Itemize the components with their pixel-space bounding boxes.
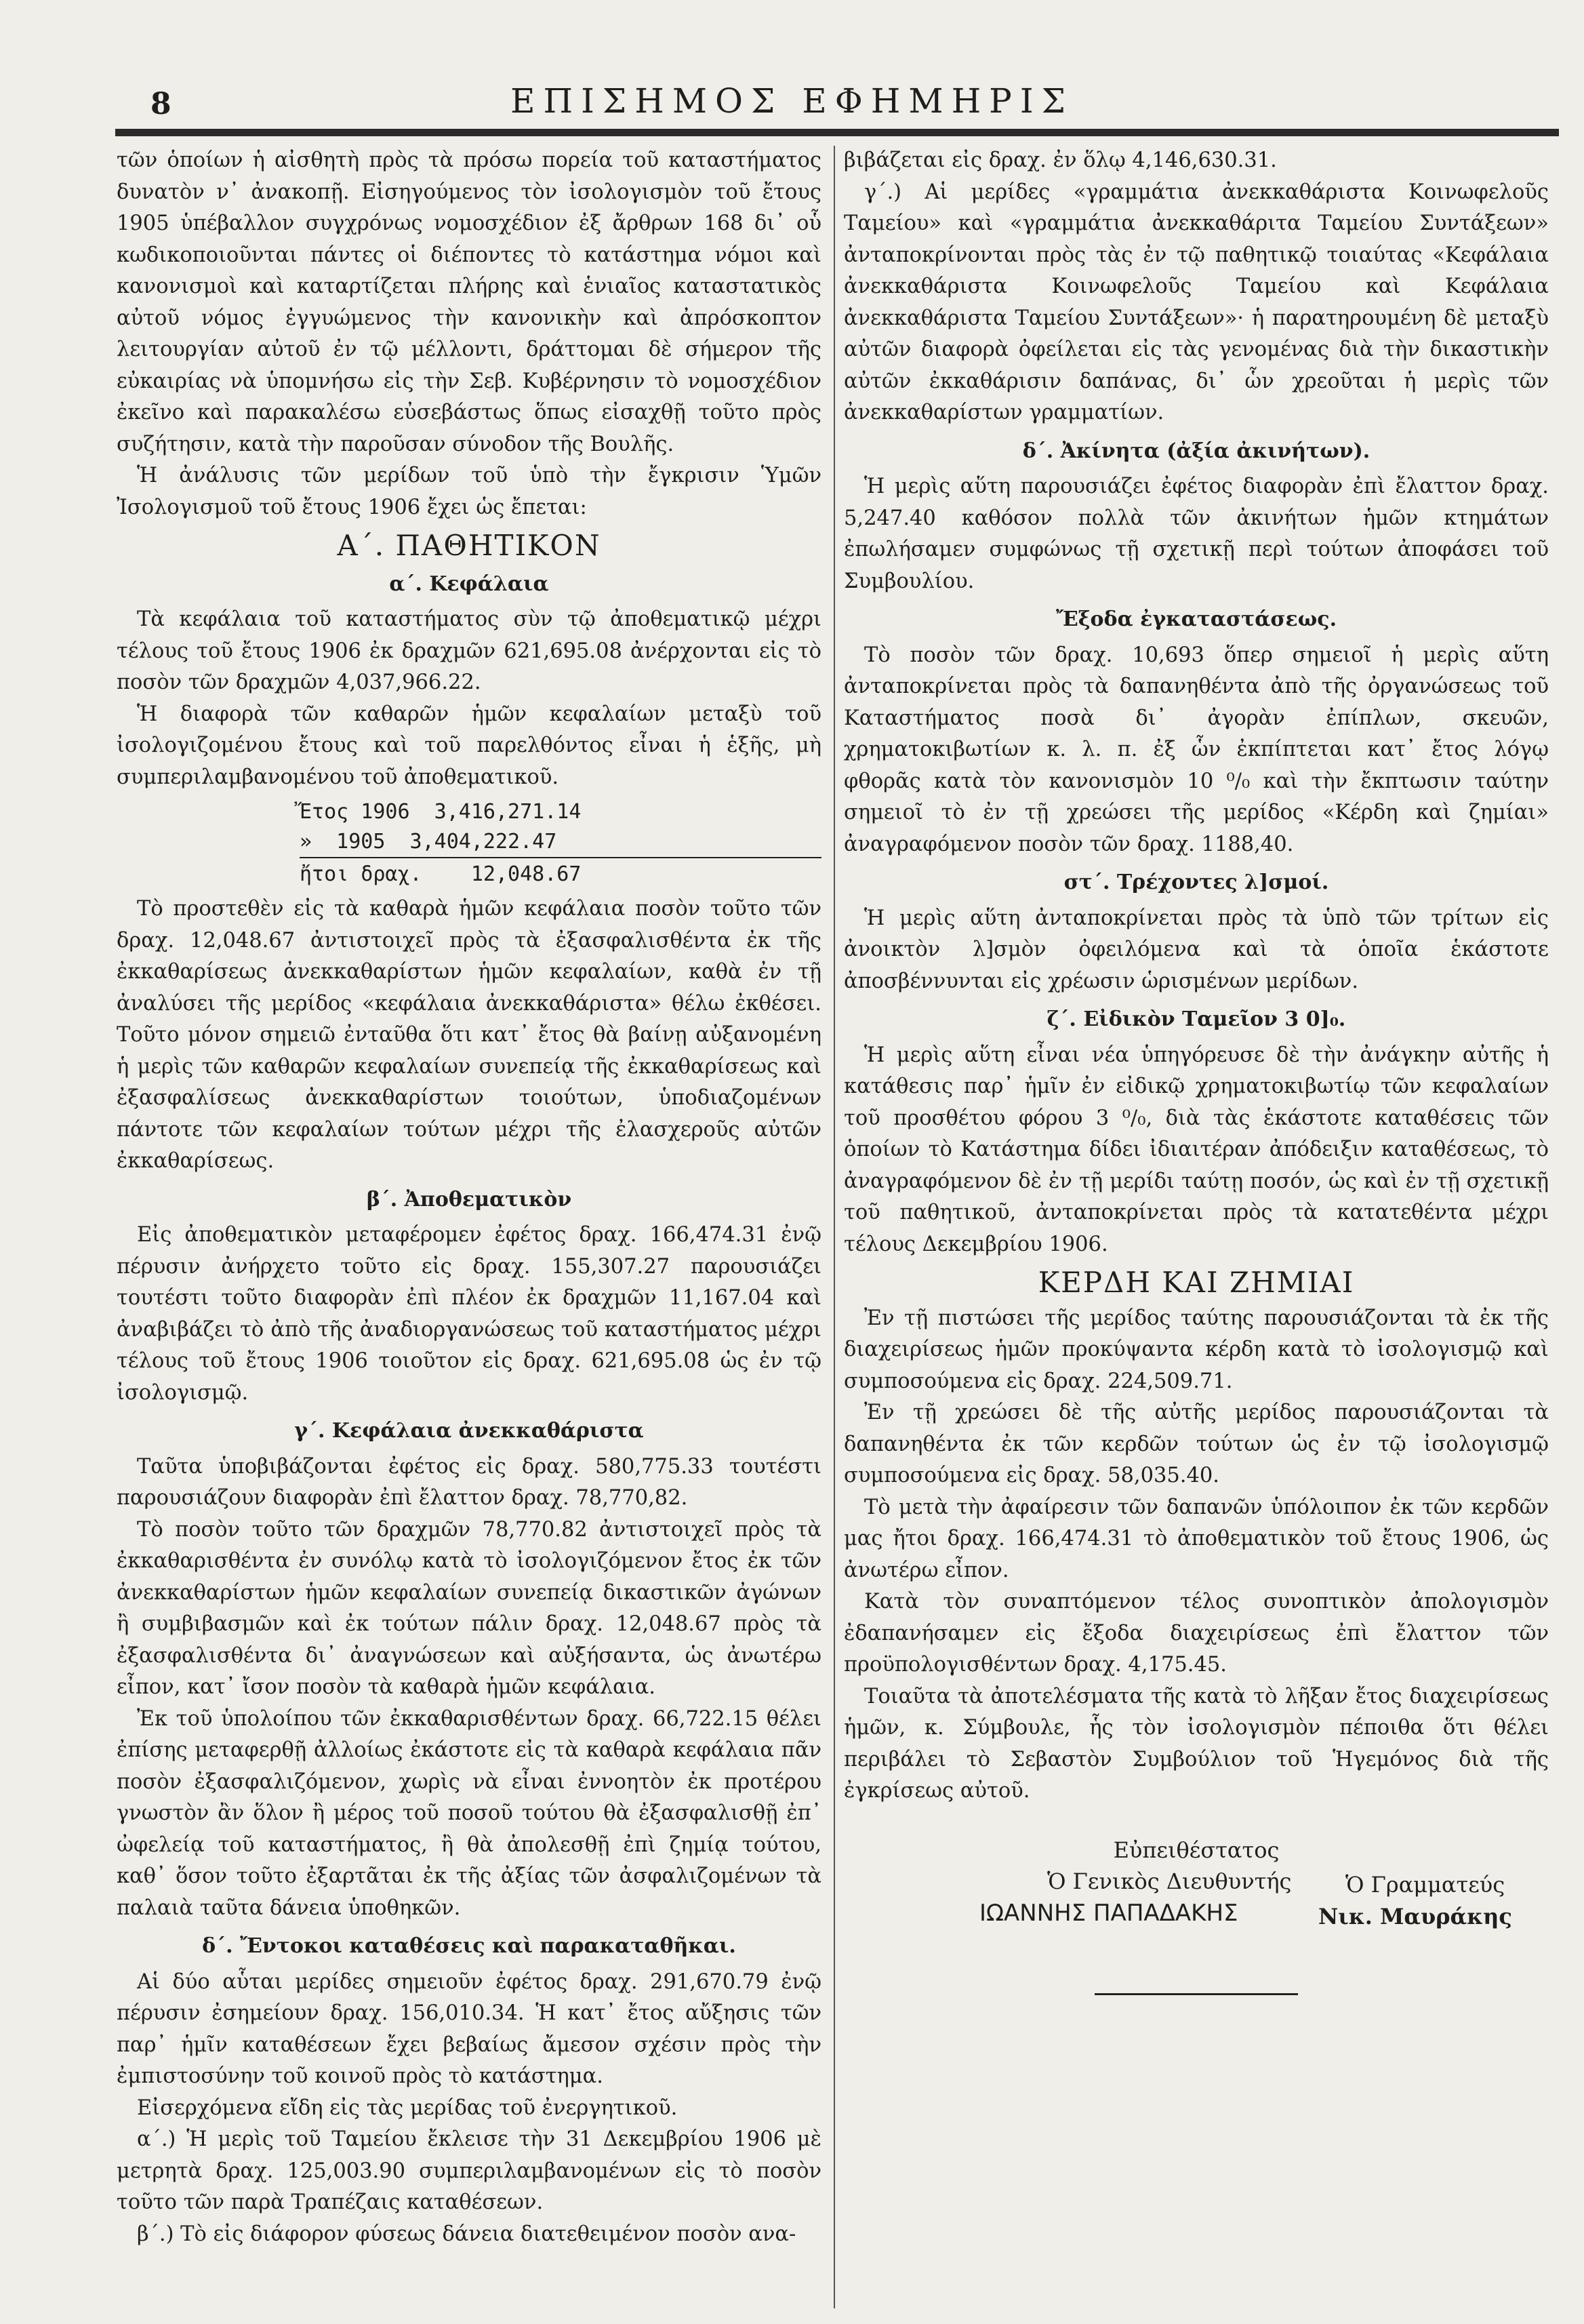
paragraph: Κατὰ τὸν συναπτόμενον τέλος συνοπτικὸν ἀπολογισμὸν ἐδαπανήσαμεν εἰς ἔξοδα διαχειρίσεως ἐπὶ ἔλαττον τῶν προϋπολογισθέντων δραχ. 4,175.45. bbox=[844, 1590, 1549, 1677]
column-separator bbox=[834, 146, 835, 2308]
secretary-title: Ὁ Γραμματεύς bbox=[1345, 1872, 1505, 1898]
director-name: ΙΩΑΝΝΗΣ ΠΑΠΑΔΑΚΗΣ bbox=[979, 1899, 1238, 1927]
page-number: 8 bbox=[150, 87, 171, 121]
closing-rule bbox=[1095, 1993, 1298, 1995]
top-rule bbox=[115, 129, 1559, 136]
right-column bbox=[844, 145, 1549, 1995]
subheading-current-accounts: στ΄. Τρέχοντες λ]σμοί. bbox=[1063, 870, 1329, 894]
paragraph: Εἰς ἀποθεματικὸν μεταφέρομεν ἐφέτος δραχ. 166,474.31 ἐνῷ πέρυσιν ἀνήρχετο τοῦτο εἰς δραχ. 155,307.27 παρουσιάζει τουτέστι τοῦτο διαφορὰν ἐπὶ πλέον ἐκ δραχμῶν 11,167.04 καὶ ἀναβιβάζει τὸ ἀπὸ τῆς ἀναδιοργανώσεως τοῦ καταστήματος μέχρι τέλους τοῦ ἔτους 1906 τοιοῦτον εἰς δραχ. 621,695.08 ὡς ἐν τῷ ἰσολογισμῷ. bbox=[117, 1223, 821, 1405]
paragraph: Τὸ ποσὸν τῶν δραχ. 10,693 ὅπερ σημειοῖ ἡ μερὶς αὕτη ἀνταποκρίνεται πρὸς τὰ δαπανηθέντα ἀπὸ τῆς ὀργανώσεως τοῦ Καταστήματος ποσὰ δι᾽ ἀγορὰν ἐπίπλων, σκευῶν, χρηματοκιβωτίων κ. λ. π. ἐξ ὧν ἐκπίπτεται κατ᾽ ἔτος λόγῳ φθορᾶς κατὰ τὸν κανονισμὸν 10 ⁰/₀ καὶ τὴν ἔκπτωσιν ταύτην σημειοῖ τὸ ἐν τῇ χρεώσει τῆς μερίδος «Κέρδη καὶ ζημίαι» ἀναγραφόμενον ποσὸν τῶν δραχ. 1188,40. bbox=[844, 643, 1549, 856]
paragraph: Ἐν τῇ χρεώσει δὲ τῆς αὐτῆς μερίδος παρουσιάζονται τὰ δαπανηθέντα ἐκ τῶν κερδῶν τούτων ὡς ἐν τῷ ἰσολογισμῷ συμποσούμενα εἰς δραχ. 58,035.40. bbox=[844, 1401, 1549, 1487]
section-heading-profit-loss: ΚΕΡΔΗ ΚΑΙ ΖΗΜΙΑΙ bbox=[1038, 1266, 1355, 1299]
subheading-real-estate: δ΄. Ἀκίνητα (ἀξία ἀκινήτων). bbox=[1022, 439, 1370, 463]
difference-calculation bbox=[300, 797, 821, 889]
salutation: Εὐπειθέστατος bbox=[1113, 1837, 1280, 1863]
paragraph: Ἐκ τοῦ ὑπολοίπου τῶν ἐκκαθαρισθέντων δραχ. 66,722.15 θέλει ἐπίσης μεταφερθῇ ἀλλοίως ἐκάστοτε εἰς τὰ καθαρὰ κεφάλαια πᾶν ποσὸν ἐξασφαλιζόμενον, χωρὶς νὰ εἶναι ἐννοητὸν ἐκ προτέρου γνωστὸν ἂν ὅλον ἢ μέρος τοῦ ποσοῦ τούτου θὰ ἐξασφαλισθῇ ἐπ᾽ ὠφελείᾳ τοῦ καταστήματος, ἢ θὰ ἀπολεσθῇ ἐπὶ ζημίᾳ τούτου, καθ᾽ ὅσον τοῦτο ἐξαρτᾶται ἐκ τῆς ἀξίας τῶν ἀσφαλιζομένων τὰ παλαιὰ ταῦτα δάνεια ὑποθηκῶν. bbox=[117, 1706, 821, 1920]
signature-block bbox=[844, 1835, 1549, 1933]
subheading-unliquidated-capital: γ΄. Κεφάλαια ἀνεκκαθάριστα bbox=[294, 1419, 644, 1443]
calc-row-total: ἤτοι δραχ. 12,048.67 bbox=[300, 857, 821, 889]
paragraph: Ἡ μερὶς αὕτη ἀνταποκρίνεται πρὸς τὰ ὑπὸ τῶν τρίτων εἰς ἀνοικτὸν λ]σμὸν ὀφειλόμενα καὶ τὰ ὁποῖα ἑκάστοτε ἀποσβέννυνται εἰς χρέωσιν ὡρισμένων μερίδων. bbox=[844, 906, 1549, 993]
paragraph: Ἡ μερὶς αὕτη παρουσιάζει ἐφέτος διαφορὰν ἐπὶ ἔλαττον δραχ. 5,247.40 καθόσον πολλὰ τῶν ἀκινήτων ἡμῶν κτημάτων ἐπωλήσαμεν συμφώνως τῇ σχετικῇ περὶ τούτων ἀποφάσει τοῦ Συμβουλίου. bbox=[844, 475, 1549, 593]
paragraph: Ταῦτα ὑποβιβάζονται ἐφέτος εἰς δραχ. 580,775.33 τουτέστι παρουσιάζουν διαφορὰν ἐπὶ ἔλαττον δραχ. 78,770,82. bbox=[117, 1454, 821, 1510]
paragraph: Αἱ δύο αὗται μερίδες σημειοῦν ἐφέτος δραχ. 291,670.79 ἐνῷ πέρυσιν ἐσημείουν δραχ. 156,010.34. Ἡ κατ᾽ ἔτος αὔξησις τῶν παρ᾽ ἡμῖν καταθέσεων ἔχει βεβαίως ἄμεσον σχέσιν πρὸς τὴν ἐμπιστοσύνην τοῦ κοινοῦ πρὸς τὸ κατάστημα. bbox=[117, 1969, 821, 2088]
paragraph: Τοιαῦτα τὰ ἀποτελέσματα τῆς κατὰ τὸ λῆξαν ἔτος διαχειρίσεως ἡμῶν, κ. Σύμβουλε, ἧς τὸν ἰσολογισμὸν πέποιθα ὅτι θέλει περιβάλει τὸ Σεβαστὸν Συμβούλιον τοῦ Ἡγεμόνος διὰ τῆς ἐγκρίσεως αὐτοῦ. bbox=[844, 1684, 1549, 1803]
paragraph: τῶν ὁποίων ἡ αἰσθητὴ πρὸς τὰ πρόσω πορεία τοῦ καταστήματος δυνατὸν ν᾽ ἀνακοπῇ. Εἰσηγούμενος τὸν ἰσολογισμὸν τοῦ ἔτους 1905 ὑπέβαλλον συγχρόνως νομοσχέδιον ἐξ ἄρθρων 168 δι᾽ οὗ κωδικοποιοῦνται πάντες οἱ διέποντες τὸ κατάστημα νόμοι καὶ κανονισμοὶ καὶ καταρτίζεται πλήρης καὶ ἑνιαῖος καταστατικὸς αὐτοῦ νόμος ἐγγυώμενος τὴν κανονικὴν καὶ ἀπρόσκοπτον λειτουργίαν αὐτοῦ ἐν τῷ μέλλοντι, δράττομαι δὲ σήμερον τῆς εὐκαιρίας νὰ ὑπομνήσω εἰς τὴν Σεβ. Κυβέρνησιν τὸ νομοσχέδιον ἐκεῖνο καὶ παρακαλέσω εὐσεβάστως ὅπως εἰσαχθῇ τοῦτο πρὸς συζήτησιν, κατὰ τὴν παροῦσαν σύνοδον τῆς Βουλῆς. bbox=[117, 148, 821, 456]
subheading-reserve: β΄. Ἀποθεματικὸν bbox=[366, 1187, 572, 1211]
masthead-title: ΕΠΙΣΗΜΟΣ ΕΦΗΜΗΡΙΣ bbox=[510, 81, 1074, 121]
paragraph: Ἡ μερὶς αὕτη εἶναι νέα ὑπηγόρευσε δὲ τὴν ἀνάγκην αὐτῆς ἡ κατάθεσις παρ᾽ ἡμῖν ἐν εἰδικῷ χρηματοκιβωτίῳ τῶν κεφαλαίων τοῦ προσθέτου φόρου 3 ⁰/₀, διὰ τὰς ἑκάστοτε καταθέσεις τῶν ὁποίων τὸ Κατάστημα δίδει ἰδιαιτέραν ἀπόδειξιν καταθέσεως, τὸ ἀναγραφόμενον δὲ ἐν τῇ μερίδι ταύτῃ ποσόν, ὡς καὶ ἐν τῇ σχετικῇ τοῦ παθητικοῦ, ἀνταποκρίνεται πρὸς τὰ κατατεθέντα μέχρι τέλους Δεκεμβρίου 1906. bbox=[844, 1043, 1549, 1256]
paragraph: βιβάζεται εἰς δραχ. ἐν ὅλῳ 4,146,630.31. bbox=[844, 148, 1277, 172]
paragraph: Ἡ διαφορὰ τῶν καθαρῶν ἡμῶν κεφαλαίων μεταξὺ τοῦ ἰσολογιζομένου ἔτους καὶ τοῦ παρελθόντος εἶναι ἡ ἑξῆς, μὴ συμπεριλαμβανομένου τοῦ ἀποθεματικοῦ. bbox=[117, 702, 821, 789]
subheading-capital: α΄. Κεφάλαια bbox=[389, 572, 549, 596]
paragraph: Τὸ μετὰ τὴν ἀφαίρεσιν τῶν δαπανῶν ὑπόλοιπον ἐκ τῶν κερδῶν μας ἤτοι δραχ. 166,474.31 τὸ ἀποθεματικὸν τοῦ ἔτους 1906, ὡς ἀνωτέρω εἶπον. bbox=[844, 1495, 1549, 1582]
left-column bbox=[117, 145, 821, 2250]
section-heading-passive: Α΄. ΠΑΘΗΤΙΚΟΝ bbox=[337, 529, 601, 562]
paragraph: Τὰ κεφάλαια τοῦ καταστήματος σὺν τῷ ἀποθεματικῷ μέχρι τέλους τοῦ ἔτους 1906 ἐκ δραχμῶν 621,695.08 ἀνέρχονται εἰς τὸ ποσὸν τῶν δραχμῶν 4,037,966.22. bbox=[117, 607, 821, 694]
subheading-special-fund: ζ΄. Εἰδικὸν Ταμεῖον 3 0]₀. bbox=[1047, 1007, 1346, 1031]
secretary-name: Νικ. Μαυράκης bbox=[1318, 1903, 1512, 1929]
subheading-deposits: δ΄. Ἔντοκοι καταθέσεις καὶ παρακαταθῆκαι. bbox=[202, 1934, 736, 1958]
paragraph: γ΄.) Αἱ μερίδες «γραμμάτια ἀνεκκαθάριστα Κοινωφελοῦς Ταμείου» καὶ «γραμμάτια ἀνεκκαθάριτα Ταμείου Συντάξεων» ἀνταποκρίνονται πρὸς τὰς ἐν τῷ παθητικῷ τοιαύτας «Κεφάλαια ἀνεκκαθάριστα Κοινωφελοῦς Ταμείου καὶ Κεφάλαια ἀνεκκαθάριστα Ταμείου Συντάξεων»· ἡ παρατηρουμένη δὲ μεταξὺ αὐτῶν διαφορὰ ὀφείλεται εἰς τὰς γενομένας διὰ τὴν δικαστικὴν αὐτῶν ἐκκαθάρισιν δαπάνας, δι᾽ ὧν χρεοῦται ἡ μερὶς τῶν ἀνεκκαθαρίστων γραμματίων. bbox=[844, 180, 1549, 424]
paragraph: Τὸ προστεθὲν εἰς τὰ καθαρὰ ἡμῶν κεφάλαια ποσὸν τοῦτο τῶν δραχ. 12,048.67 ἀντιστοιχεῖ πρὸς τὰ ἐξασφαλισθέντα ἐκ τῆς ἐκκαθαρίσεως ἀνεκκαθαρίστων ἡμῶν κεφαλαίων, καθὰ ἐν τῇ ἀναλύσει τῆς μερίδος «κεφάλαια ἀνεκκαθάριστα» θέλω ἐκθέσει. Τοῦτο μόνον σημειῶ ἐνταῦθα ὅτι κατ᾽ ἔτος θὰ βαίνῃ αὐξανομένη ἡ μερὶς τῶν καθαρῶν κεφαλαίων συνεπείᾳ τῆς ἐκκαθαρίσεως καὶ ἐξασφαλίσεως ἀνεκκαθαρίστων τοιούτων, ὑποδιαζομένων πάντοτε τῶν κεφαλαίων τούτων μέχρι τῆς ἐλασχεροῦς αὐτῶν ἐκκαθαρίσεως. bbox=[117, 897, 821, 1173]
calc-row-1905: » 1905 3,404,222.47 bbox=[300, 830, 557, 854]
paragraph: α΄.) Ἡ μερὶς τοῦ Ταμείου ἔκλεισε τὴν 31 Δεκεμβρίου 1906 μὲ μετρητὰ δραχ. 125,003.90 συμπεριλαμβανομένων εἰς τὸ ποσὸν τοῦτο τῶν παρὰ Τραπέζαις καταθέσεων. bbox=[117, 2127, 821, 2214]
paragraph: Εἰσερχόμενα εἴδη εἰς τὰς μερίδας τοῦ ἐνεργητικοῦ. bbox=[137, 2096, 678, 2120]
director-title: Ὁ Γενικὸς Διευθυντής bbox=[1047, 1868, 1292, 1894]
paragraph: Τὸ ποσὸν τοῦτο τῶν δραχμῶν 78,770.82 ἀντιστοιχεῖ πρὸς τὰ ἐκκαθαρισθέντα ἐν συνόλῳ κατὰ τὸ ἰσολογιζόμενον ἔτος ἐκ τῶν ἀνεκκαθαρίστων ἡμῶν κεφαλαίων συνεπείᾳ δικαστικῶν ἀγώνων ἢ συμβιβασμῶν καὶ ἐκ τούτων πάλιν δραχ. 12,048.67 πρὸς τὰ ἐξασφαλισθέντα δι᾽ ἀναγνώσεων καὶ αὐξήσαντα, ὡς ἀνωτέρω εἶπον, κατ᾽ ἴσον ποσὸν τὰ καθαρὰ ἡμῶν κεφάλαια. bbox=[117, 1517, 821, 1699]
calc-row-1906: Ἔτος 1906 3,416,271.14 bbox=[300, 800, 582, 824]
paragraph: β΄.) Τὸ εἰς διάφορον φύσεως δάνεια διατεθειμένον ποσὸν ανα- bbox=[137, 2222, 796, 2246]
subheading-installation-costs: Ἔξοδα ἐγκαταστάσεως. bbox=[1055, 607, 1337, 631]
paragraph: Ἐν τῇ πιστώσει τῆς μερίδος ταύτης παρουσιάζονται τὰ ἐκ τῆς διαχειρίσεως ἡμῶν προκύψαντα κέρδη κατὰ τὸ ἰσολογισμῷ καὶ συμποσούμενα εἰς δραχ. 224,509.71. bbox=[844, 1306, 1549, 1393]
paragraph: Ἡ ἀνάλυσις τῶν μερίδων τοῦ ὑπὸ τὴν ἔγκρισιν Ὑμῶν Ἰσολογισμοῦ τοῦ ἔτους 1906 ἔχει ὡς ἔπεται: bbox=[117, 464, 821, 519]
